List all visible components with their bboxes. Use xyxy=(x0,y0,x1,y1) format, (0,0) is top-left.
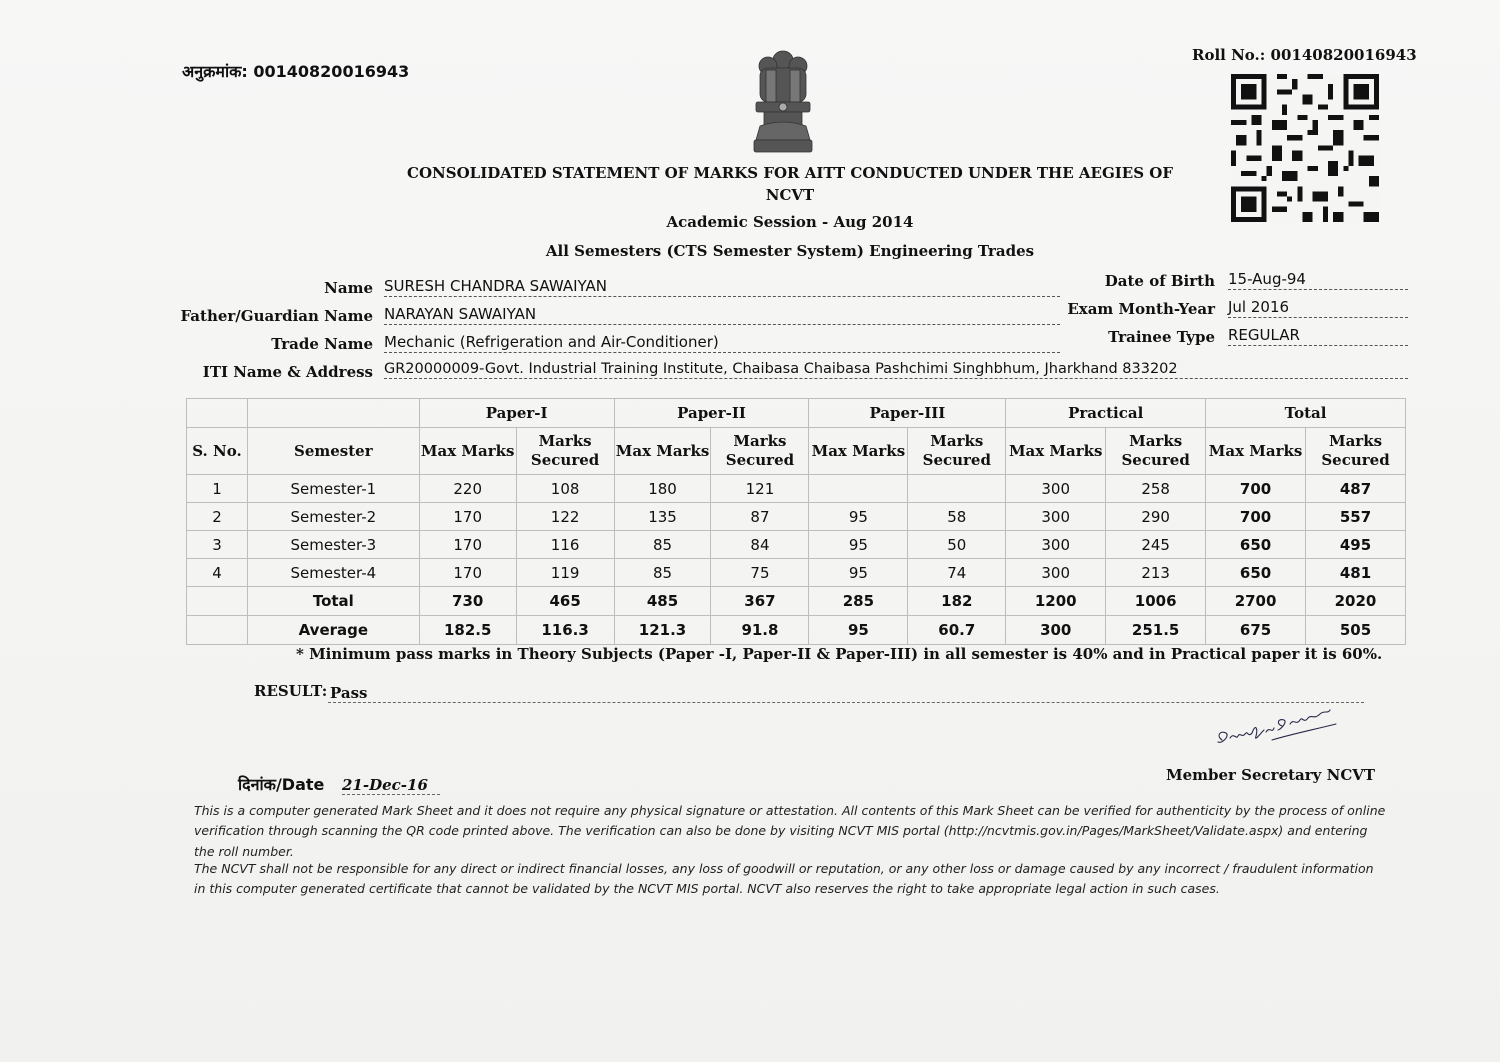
sno-cell: 1 xyxy=(187,475,248,503)
marks-cell: 85 xyxy=(614,559,711,587)
marks-cell: 1200 xyxy=(1006,587,1106,616)
title-line-2: NCVT xyxy=(765,186,815,204)
marks-cell: 557 xyxy=(1306,503,1406,531)
marks-cell: 730 xyxy=(419,587,516,616)
marks-cell: 50 xyxy=(908,531,1006,559)
name-value: SURESH CHANDRA SAWAIYAN xyxy=(384,277,1060,297)
marks-cell: 182 xyxy=(908,587,1006,616)
semester-cell: Semester-3 xyxy=(247,531,419,559)
father-value: NARAYAN SAWAIYAN xyxy=(384,305,1060,325)
marks-cell: 60.7 xyxy=(908,616,1006,645)
marks-cell: 182.5 xyxy=(419,616,516,645)
marks-secured-header xyxy=(1306,428,1406,475)
marks-cell: 300 xyxy=(1006,531,1106,559)
secured-header-line-2: Secured xyxy=(725,451,795,469)
marks-cell: 367 xyxy=(711,587,809,616)
date-value: 21-Dec-16 xyxy=(342,776,440,795)
marks-cell: 170 xyxy=(419,531,516,559)
marks-cell: 1006 xyxy=(1106,587,1206,616)
marks-cell: 505 xyxy=(1306,616,1406,645)
serial-label: अनुक्रमांक: xyxy=(182,62,248,81)
max-marks-header: Max Marks xyxy=(1206,428,1306,475)
dob-value: 15-Aug-94 xyxy=(1228,270,1408,290)
marks-cell: 75 xyxy=(711,559,809,587)
semester-cell: Total xyxy=(247,587,419,616)
disclaimer-line: This is a computer generated Mark Sheet and it does not require any physical signature or attestation. All contents of this Mark Sheet can be verified for authenticity by the process of online xyxy=(194,803,1386,818)
marks-cell: 213 xyxy=(1106,559,1206,587)
serial-number xyxy=(182,60,409,82)
disclaimer-line: verification through scanning the QR code printed above. The verification can also be done by visiting NCVT MIS portal (http://ncvtmis.gov.in/Pages/MarkSheet/Validate.aspx) and entering xyxy=(194,823,1368,838)
secured-header-line-1: Marks xyxy=(1129,432,1183,450)
marks-cell: 91.8 xyxy=(711,616,809,645)
result-label: RESULT: xyxy=(254,682,328,700)
pass-marks-note: * Minimum pass marks in Theory Subjects (Paper -I, Paper-II & Paper-III) in all semester is 40% and in Practical paper it is 60%. xyxy=(296,645,1383,663)
marks-cell: 2020 xyxy=(1306,587,1406,616)
sno-cell: 4 xyxy=(187,559,248,587)
sno-cell: 2 xyxy=(187,503,248,531)
trade-label: Trade Name xyxy=(271,335,373,353)
table-row xyxy=(187,503,1406,531)
marks-cell: 180 xyxy=(614,475,711,503)
marks-cell: 290 xyxy=(1106,503,1206,531)
secured-header-line-2: Secured xyxy=(1321,451,1390,469)
name-label: Name xyxy=(324,279,373,297)
sno-cell xyxy=(187,616,248,645)
roll-label: Roll No.: xyxy=(1192,46,1266,64)
marks-secured-header xyxy=(516,428,614,475)
marks-cell: 170 xyxy=(419,503,516,531)
dob-label: Date of Birth xyxy=(1104,272,1215,290)
marks-cell: 650 xyxy=(1206,531,1306,559)
marks-cell xyxy=(809,475,908,503)
semester-header: Semester xyxy=(247,428,419,475)
marks-cell: 87 xyxy=(711,503,809,531)
secured-header-line-1: Marks xyxy=(1328,432,1383,450)
group-header-paper-1: Paper-I xyxy=(419,399,614,428)
table-row xyxy=(187,475,1406,503)
secured-header-line-1: Marks xyxy=(733,432,787,450)
marks-cell: 700 xyxy=(1206,475,1306,503)
marks-cell: 121 xyxy=(711,475,809,503)
marks-cell: 121.3 xyxy=(614,616,711,645)
secured-header-line-2: Secured xyxy=(530,451,600,469)
father-label: Father/Guardian Name xyxy=(180,307,373,325)
group-header-paper-3: Paper-III xyxy=(809,399,1006,428)
qr-code-icon[interactable] xyxy=(1228,74,1382,222)
secured-header-line-1: Marks xyxy=(538,432,592,450)
marks-cell xyxy=(908,475,1006,503)
marks-table xyxy=(186,398,1406,645)
document-title xyxy=(400,162,1180,206)
disclaimer-line: The NCVT shall not be responsible for any direct or indirect financial losses, any loss of goodwill or reputation, or any other loss or damage caused by any incorrect / fraudulent information xyxy=(194,861,1374,876)
marks-cell: 74 xyxy=(908,559,1006,587)
max-marks-header: Max Marks xyxy=(419,428,516,475)
date-label: दिनांक/Date xyxy=(238,775,325,794)
marks-cell: 95 xyxy=(809,616,908,645)
max-marks-header: Max Marks xyxy=(614,428,711,475)
marks-cell: 119 xyxy=(516,559,614,587)
empty-header-cell xyxy=(247,399,419,428)
secured-header-line-2: Secured xyxy=(922,451,991,469)
trainee-label: Trainee Type xyxy=(1108,328,1215,346)
marks-secured-header xyxy=(1106,428,1206,475)
trade-value: Mechanic (Refrigeration and Air-Conditioner) xyxy=(384,333,1060,353)
exam-label: Exam Month-Year xyxy=(1067,300,1215,318)
group-header-paper-2: Paper-II xyxy=(614,399,809,428)
marks-cell: 108 xyxy=(516,475,614,503)
marks-cell: 465 xyxy=(516,587,614,616)
academic-session: Academic Session - Aug 2014 xyxy=(666,213,914,231)
marks-secured-header xyxy=(711,428,809,475)
marks-secured-header xyxy=(908,428,1006,475)
marks-cell: 95 xyxy=(809,503,908,531)
disclaimer-line: in this computer generated certificate that cannot be validated by the NCVT MIS portal. NCVT also reserves the right to take appropriate legal action in such cases. xyxy=(194,881,1220,896)
iti-label: ITI Name & Address xyxy=(202,363,373,381)
trainee-value: REGULAR xyxy=(1228,326,1408,346)
empty-header-cell xyxy=(187,399,248,428)
marks-cell: 84 xyxy=(711,531,809,559)
roll-value: 00140820016943 xyxy=(1270,46,1417,64)
marks-cell: 675 xyxy=(1206,616,1306,645)
exam-value: Jul 2016 xyxy=(1228,298,1408,318)
marks-cell: 300 xyxy=(1006,503,1106,531)
marks-cell: 300 xyxy=(1006,616,1106,645)
marks-cell: 300 xyxy=(1006,475,1106,503)
table-row xyxy=(187,559,1406,587)
sno-header: S. No. xyxy=(187,428,248,475)
secured-header-line-2: Secured xyxy=(1121,451,1190,469)
max-marks-header: Max Marks xyxy=(1006,428,1106,475)
marks-cell: 220 xyxy=(419,475,516,503)
table-average-row xyxy=(187,616,1406,645)
marks-cell: 495 xyxy=(1306,531,1406,559)
marks-cell: 58 xyxy=(908,503,1006,531)
table-row xyxy=(187,531,1406,559)
marks-cell: 700 xyxy=(1206,503,1306,531)
semester-cell: Semester-1 xyxy=(247,475,419,503)
marks-cell: 481 xyxy=(1306,559,1406,587)
marks-cell: 95 xyxy=(809,559,908,587)
secured-header-line-1: Marks xyxy=(930,432,984,450)
group-header-total: Total xyxy=(1206,399,1406,428)
marks-cell: 285 xyxy=(809,587,908,616)
group-header-practical: Practical xyxy=(1006,399,1206,428)
marks-cell: 650 xyxy=(1206,559,1306,587)
semester-system: All Semesters (CTS Semester System) Engineering Trades xyxy=(545,242,1035,260)
title-line-1: CONSOLIDATED STATEMENT OF MARKS FOR AITT CONDUCTED UNDER THE AEGIES OF xyxy=(407,164,1173,182)
table-total-row xyxy=(187,587,1406,616)
marks-cell: 245 xyxy=(1106,531,1206,559)
signature-icon xyxy=(1212,700,1342,752)
marks-cell: 116.3 xyxy=(516,616,614,645)
marks-cell: 251.5 xyxy=(1106,616,1206,645)
marks-cell: 2700 xyxy=(1206,587,1306,616)
semester-cell: Semester-2 xyxy=(247,503,419,531)
max-marks-header: Max Marks xyxy=(809,428,908,475)
marks-cell: 170 xyxy=(419,559,516,587)
table-column-header xyxy=(187,428,1406,475)
national-emblem-icon xyxy=(740,48,826,156)
marks-cell: 95 xyxy=(809,531,908,559)
roll-number xyxy=(1192,46,1417,64)
marks-cell: 122 xyxy=(516,503,614,531)
member-secretary: Member Secretary NCVT xyxy=(1166,766,1376,784)
marks-cell: 116 xyxy=(516,531,614,559)
serial-value: 00140820016943 xyxy=(253,62,410,81)
sno-cell xyxy=(187,587,248,616)
marks-cell: 135 xyxy=(614,503,711,531)
result-value: Pass xyxy=(328,684,1364,703)
disclaimer-line: the roll number. xyxy=(194,844,294,859)
semester-cell: Average xyxy=(247,616,419,645)
table-group-header xyxy=(187,399,1406,428)
marks-cell: 85 xyxy=(614,531,711,559)
marks-cell: 485 xyxy=(614,587,711,616)
marks-cell: 300 xyxy=(1006,559,1106,587)
semester-cell: Semester-4 xyxy=(247,559,419,587)
marks-cell: 487 xyxy=(1306,475,1406,503)
marks-cell: 258 xyxy=(1106,475,1206,503)
sno-cell: 3 xyxy=(187,531,248,559)
iti-value: GR20000009-Govt. Industrial Training Institute, Chaibasa Chaibasa Pashchimi Singhbhum, Jharkhand 833202 xyxy=(384,361,1408,379)
